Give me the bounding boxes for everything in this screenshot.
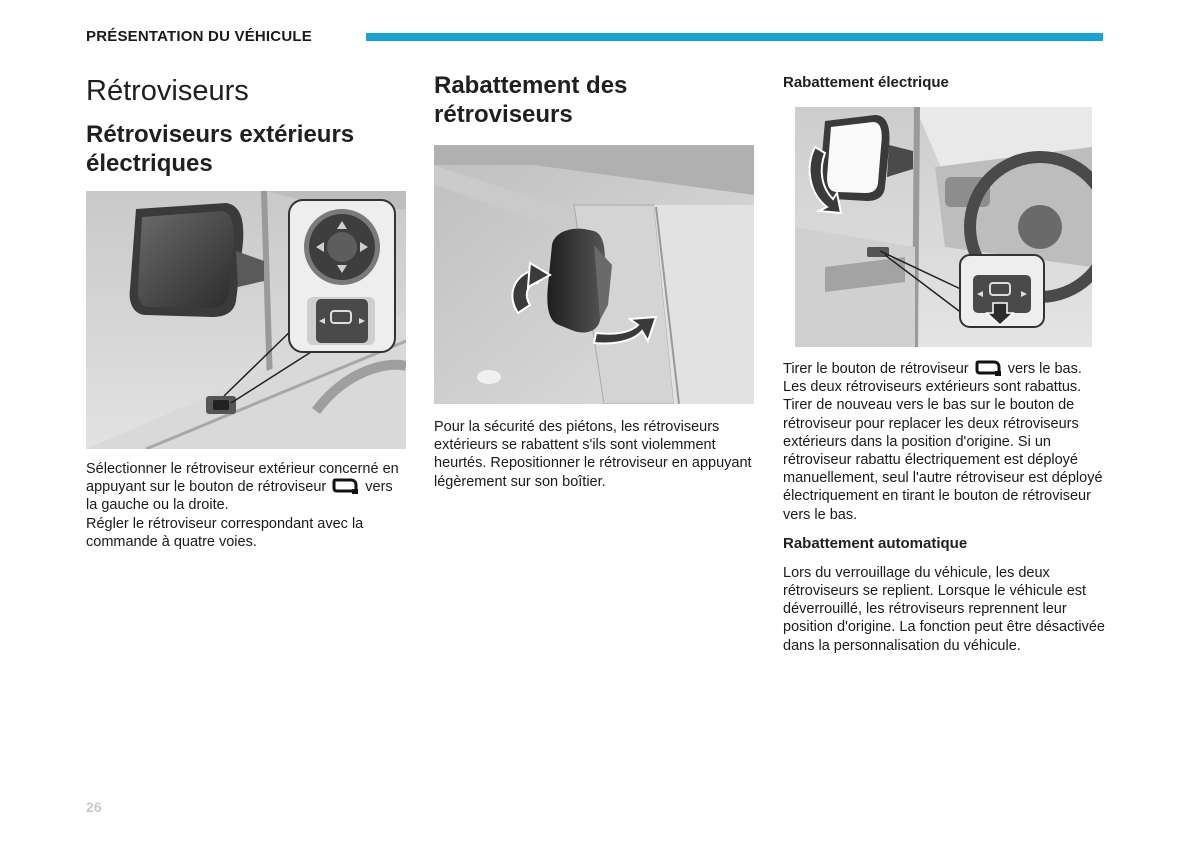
mirror-folding-illustration-icon xyxy=(434,145,754,404)
column-electric-folding xyxy=(783,70,1105,655)
electric-folding-illustration-icon xyxy=(795,107,1092,347)
mirror-folding-figure xyxy=(434,145,754,404)
subtitle-electric-mirrors: Rétroviseurs extérieurs électriques xyxy=(86,121,355,177)
paragraph-select-mirror xyxy=(86,460,406,515)
mirror-button-icon xyxy=(332,478,359,494)
title-electric-folding: Rabattement électrique xyxy=(783,74,949,91)
paragraph-pedestrian-safety: Pour la sécurité des piétons, les rétroviseurs extérieurs se rabattent s'ils sont violemment heurtés. Repositionner le rétroviseur en appuyant légèrement sur son boîtier. xyxy=(434,419,752,490)
page-number: 26 xyxy=(86,799,102,815)
page-title: Rétroviseurs xyxy=(86,75,249,107)
select-mirror-direction: vers la gauche ou la droite. xyxy=(86,479,393,514)
paragraph-electric-folding xyxy=(783,360,1105,524)
mirror-button-icon xyxy=(975,360,1002,376)
column-folding xyxy=(434,70,756,491)
mirror-control-figure xyxy=(86,191,406,449)
column-mirrors xyxy=(86,70,406,551)
pull-button-text: Tirer le bouton de rétroviseur xyxy=(783,361,969,377)
section-header-bar xyxy=(366,33,1103,41)
title-folding-mirrors: Rabattement des rétroviseurs xyxy=(434,72,628,128)
electric-folding-figure xyxy=(795,107,1092,347)
paragraph-automatic-folding: Lors du verrouillage du véhicule, les deux rétroviseurs se replient. Lorsque le véhicule est déverrouillé, les rétroviseurs reprennent leur position d'origine. La fonction peut être désactivée dans la personnalisation du véhicule. xyxy=(783,564,1105,654)
paragraph-adjust-mirror: Régler le rétroviseur correspondant avec la commande à quatre voies. xyxy=(86,515,364,550)
mirror-control-joystick-illustration-icon xyxy=(86,191,406,449)
title-automatic-folding: Rabattement automatique xyxy=(783,534,968,552)
section-header-title: PRÉSENTATION DU VÉHICULE xyxy=(86,28,312,45)
pull-button-direction: vers le bas. xyxy=(1007,361,1082,377)
electric-folding-rest: Les deux rétroviseurs extérieurs sont rabattus. Tirer de nouveau vers le bas sur le bouton de rétroviseur pour replacer les deux rétroviseurs extérieurs dans la position d'origine. Si un rétroviseur rabattu électriquement est déployé manuellement, seul l'autre rétroviseur est déployé électriquement en tirant le bouton de rétroviseur vers le bas. xyxy=(783,379,1103,523)
select-mirror-text: Sélectionner le rétroviseur extérieur concerné en appuyant sur le bouton de rétroviseur xyxy=(86,461,399,496)
